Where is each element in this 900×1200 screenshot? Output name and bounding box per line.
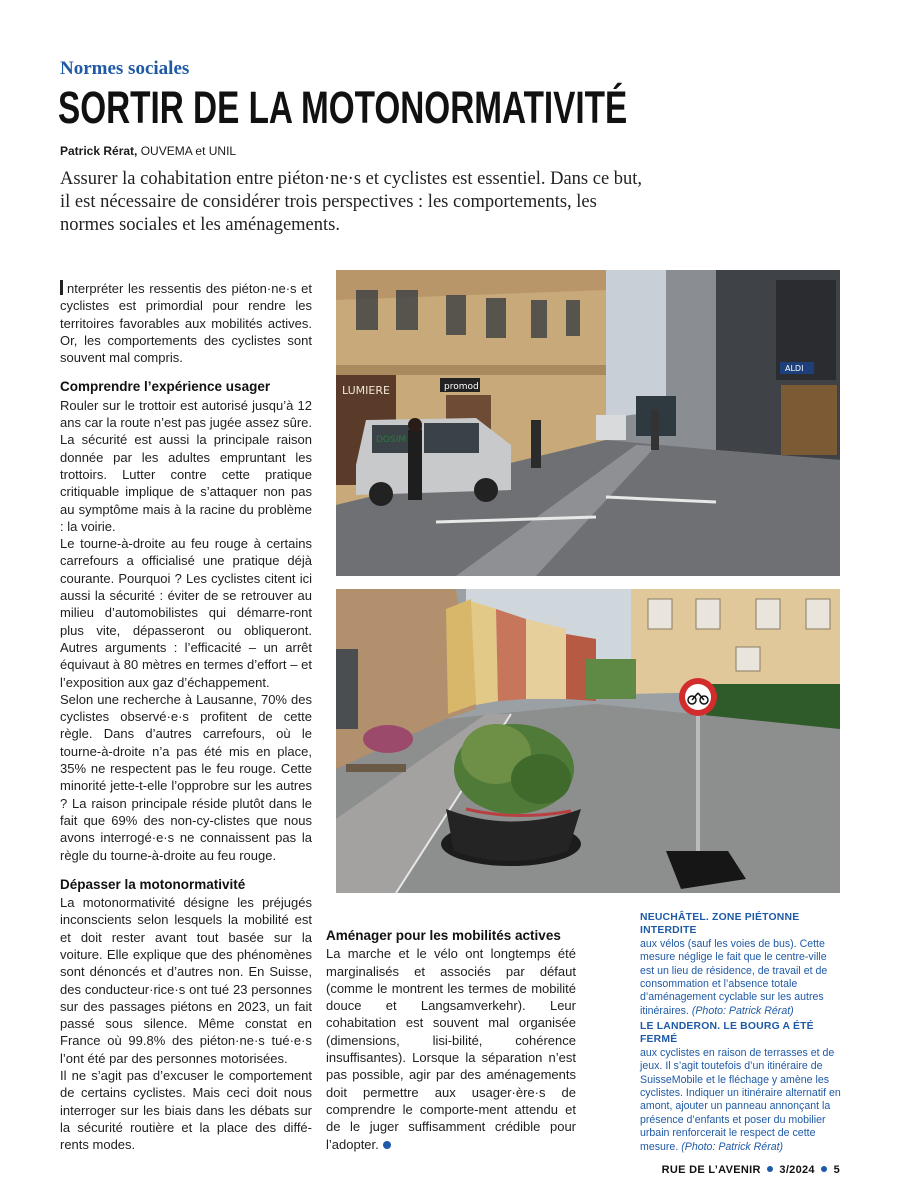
end-mark-icon — [383, 1141, 391, 1149]
page-footer — [662, 1164, 840, 1176]
caption-photo-2 — [640, 1020, 842, 1154]
section-heading-amenager: Aménager pour les mobilités actives — [326, 928, 561, 943]
section-heading-experience: Comprendre l’expérience usager — [60, 379, 271, 395]
caption-photo-1 — [640, 911, 842, 1018]
article-title: SORTIR DE LA MOTONORMATIVITÉ — [58, 82, 628, 133]
photo-neuchatel-pedestrian-zone — [336, 270, 840, 576]
photo-credit: (Photo: Patrick Rérat) — [691, 1004, 794, 1017]
paragraph: Selon une recherche à Lausanne, 70% des cyclistes observé·e·s profitent de cette règle. Dans d’autres carrefours, où le tourne-à-droite n’a pas été mis en place, 35% ne respectent pas le feu rouge. Cette minorité jette-t-elle l’opprobre sur les autres ? La raison principale réside plutôt dans le fait que 69% des non-cy-clistes que nous avons interrogé·e·s ne connaissent pas la règle du tourne-à-droite au feu rouge. — [60, 691, 312, 863]
shop-sign-text: LUMIERE — [342, 384, 390, 397]
paragraph: Il ne s’agit pas d’excuser le comportement de certains cyclistes. Mais ceci doit nous interroger sur les biais dans les débats sur la sécurité routière et la place des diffé-rents modes. — [60, 1068, 312, 1153]
caption-text: aux cyclistes en raison de terrasses et de jeux. Il s’agit toutefois d’un itinéraire de SuisseMobile et le fléchage y amène les cyclistes. Indiquer un itinéraire alternatif en amont, ajouter un panneau annonçant la présence d’enfants et poser du mobilier urbain renforcerait le respect de cette mesure. — [640, 1046, 841, 1153]
intro-text: nterpréter les ressentis des piéton·ne·s et cyclistes est primordial pour rendre les territoires favorables aux mobilités actives. Or, les comportements des cyclistes sont souvent mal compris. — [60, 281, 312, 366]
caption-text: aux vélos (sauf les voies de bus). Cette mesure néglige le fait que le centre-ville est un lieu de résidence, de travail et de consommation et l’absence totale d’aménagement cyclable sur les autres itinéraires. — [640, 937, 828, 1017]
author-name: Patrick Rérat, — [60, 144, 138, 158]
van-text: DOSIM — [376, 435, 407, 445]
intro-paragraph — [60, 280, 312, 366]
separator-dot-icon — [821, 1166, 827, 1172]
page-number: 5 — [833, 1164, 840, 1176]
paragraph: Le tourne-à-droite au feu rouge à certains carrefours a officialisé une pratique déjà courante. Pourquoi ? Les cyclistes citent ici aussi la sécurité : éviter de se retrouver au milieu d’automobilistes qui démarre-ront plus vite, dépasseront ou obliqueront. Autres arguments : l’efficacité – un arrêt équivaut à 80 mètres en termes d’effort – et l’exposition aux gaz d’échappement. — [60, 536, 312, 690]
magazine-name: RUE DE L’AVENIR — [661, 1164, 761, 1176]
store-sign-text: promod — [444, 382, 479, 392]
author-affiliation: OUVEMA et UNIL — [137, 144, 237, 158]
issue-number: 3/2024 — [779, 1164, 815, 1176]
paragraph-text: La marche et le vélo ont longtemps été marginalisés et associés par défaut (comme le montrent les termes de mobilité douce et Langsamverkehr). Leur cohabitation est souvent mal organisée (dimensions, lisi-bilité, cohérence insuffisantes). Lorsque la séparation n’est pas possible, agir par des aménagements doit permettre aux usager·ère·s de comprendre le comporte-ment attendu et de le juger suffisamment crédible pour l’adopter. — [326, 946, 576, 1152]
paragraph: Rouler sur le trottoir est autorisé jusqu’à 12 ans car la route n’est pas jugée assez sûre. La sécurité est aussi la principale raison donnée par les adultes empruntant les trottoirs. Lutter contre cette pratique critiquable implique de s’attaquer non pas au symptôme mais à la racine du problème : la voirie. — [60, 397, 312, 534]
body-column-left — [60, 280, 312, 1154]
body-column-middle — [326, 927, 576, 1153]
dropcap-i — [60, 280, 63, 295]
section-heading-motonormativity: Dépasser la motonormativité — [60, 876, 246, 892]
caption-heading: LE LANDERON. LE BOURG A ÉTÉ FERMÉ — [640, 1021, 814, 1046]
section-kicker: Normes sociales — [60, 58, 190, 79]
paragraph: La motonormativité désigne les préjugés inconscients selon lesquels la mobilité est et doit rester avant tout basée sur la voiture. Elle explique que des phénomènes sont dénoncés et d’autres non. En Suisse, des conducteur·rice·s ont tué 23 personnes sur des passages piétons en 2023, un fait passé sous silence. Même constat en France où 99.8% des piéton·ne·s tué·e·s l’ont été par des personnes motorisées. — [60, 895, 312, 1066]
separator-dot-icon — [767, 1166, 773, 1172]
paragraph — [326, 945, 576, 1153]
caption-heading: NEUCHÂTEL. ZONE PIÉTONNE INTERDITE — [640, 912, 800, 937]
lede-paragraph: Assurer la cohabitation entre piéton·ne·s et cyclistes est essentiel. Dans ce but, il est nécessaire de considérer trois perspectives : les comportements, les normes sociales et les aménagements. — [60, 169, 643, 235]
photo-landeron-closed-street — [336, 589, 840, 893]
byline — [60, 144, 236, 158]
aldi-sign-text: ALDI — [785, 364, 804, 373]
photo-credit: (Photo: Patrick Rérat) — [681, 1140, 784, 1153]
